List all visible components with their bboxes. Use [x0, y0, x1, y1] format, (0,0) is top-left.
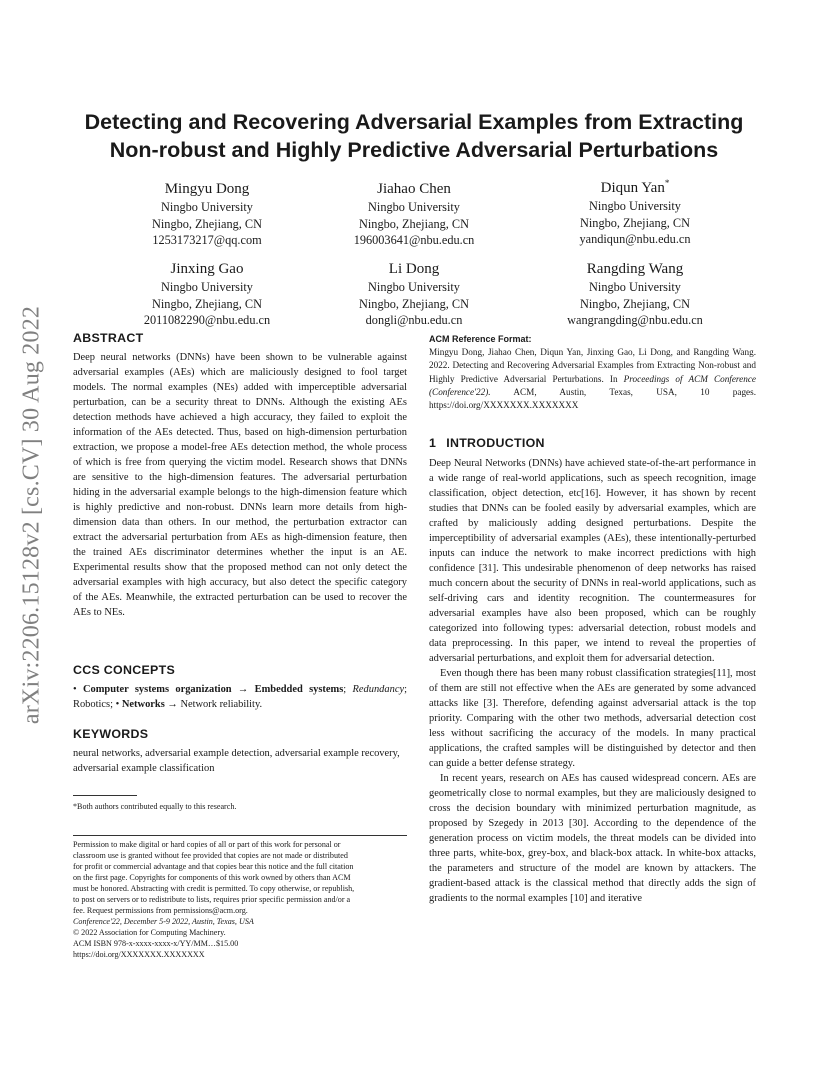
author-location: Ningbo, Zhejiang, CN [580, 215, 690, 230]
author-block [97, 173, 317, 249]
permission-line: fee. Request permissions from permissions@acm.org. [73, 906, 248, 916]
permission-line: must be honored. Abstracting with credit is permitted. To copy otherwise, or republish, [73, 884, 355, 894]
author-email[interactable]: wangrangding@nbu.edu.cn [567, 313, 703, 327]
footnote-divider [73, 795, 137, 796]
acm-reference-heading: ACM Reference Format: [429, 334, 532, 344]
author-email[interactable]: 196003641@nbu.edu.cn [353, 233, 475, 247]
section-number: 1 [429, 436, 437, 450]
author-name: Li Dong [388, 261, 440, 277]
author-block [97, 253, 317, 329]
keywords-heading: KEYWORDS [73, 727, 149, 741]
title-line-2: Non-robust and Highly Predictive Adversarial Perturbations [109, 138, 719, 162]
arxiv-id-text: arXiv:2206.15128v2 [cs.CV] 30 Aug 2022 [18, 305, 45, 725]
author-location: Ningbo, Zhejiang, CN [152, 216, 262, 231]
author-name: Jinxing Gao [170, 261, 244, 277]
keywords-section [73, 727, 407, 776]
conference-info: Conference'22, December 5-9 2022, Austin, Texas, USA [73, 917, 254, 927]
acm-reference-text: Mingyu Dong, Jiahao Chen, Diqun Yan, Jinxing Gao, Li Dong, and Rangding Wang. 2022. Detecting and Recovering Adversarial Examples from Extracting Non-robust and Highly Predictive Adversarial Perturbations. In Proceedings of ACM Conference (Conference'22). ACM, Austin, Texas, USA, 10 pages. https://doi.org/XXXXXXX.XXXXXXX [429, 347, 756, 411]
author-affiliation: Ningbo University [161, 200, 253, 214]
author-block [304, 253, 524, 329]
author-location: Ningbo, Zhejiang, CN [359, 296, 469, 311]
author-name: Jiahao Chen [377, 181, 451, 197]
author-email[interactable]: dongli@nbu.edu.cn [365, 313, 463, 327]
keywords-text: neural networks, adversarial example detection, adversarial example recovery, adversarial example classification [73, 748, 400, 774]
author-location: Ningbo, Zhejiang, CN [152, 296, 262, 311]
intro-paragraph: Even though there has been many robust classification strategies[11], most of them are still not effective when the AEs are generated by some advanced attacks like [3]. Therefore, defending against adversarial attack is the top priority. Comparing with the other two methods, adversarial detection cost less without sacrificing the accuracy of the models. In many practical applications, the crafted samples will be distinguished by detector and then can guide a better defense strategy. [429, 668, 756, 769]
author-name: Rangding Wang [586, 261, 684, 277]
permission-notice [73, 839, 407, 961]
author-location: Ningbo, Zhejiang, CN [359, 216, 469, 231]
doi-link[interactable]: https://doi.org/XXXXXXX.XXXXXXX [73, 950, 205, 960]
author-email[interactable]: yandiqun@nbu.edu.cn [579, 232, 691, 246]
abstract-section [73, 331, 407, 620]
abstract-text: Deep neural networks (DNNs) have been shown to be vulnerable against adversarial examples (AEs) which are maliciously designed to fool target models. The normal examples (NEs) added with imperceptible adversarial perturbation, can be a security threat to DNNs. Although the existing AEs detection methods have achieved a high accuracy, they failed to exploit the information of the AEs detected. Thus, based on high-dimension perturbation extraction, we propose a model-free AEs detection method, the whole process of which is free from querying the victim model. Research shows that DNNs are sensitive to the high-dimension features. The adversarial perturbation hiding in the adversarial example belongs to the high-dimension feature which is highly predictive and non-robust. DNNs learn more details from high-dimension data than others. In our method, the perturbation extractor can extract the adversarial perturbation from AEs as high-dimension feature, then the trained AEs discriminator determines whether the input is an AE. Experimental results show that the proposed method can not only detect the adversarial examples with high accuracy, but also detect the specific category of the AEs. Meanwhile, the extracted perturbation can be used to recover the AEs to NEs. [73, 352, 407, 618]
author-email[interactable]: 1253173217@qq.com [152, 233, 262, 247]
permission-line: on the first page. Copyrights for components of this work owned by others than ACM [73, 873, 351, 883]
paper-title [60, 108, 768, 164]
author-affiliation: Ningbo University [368, 200, 460, 214]
author-email[interactable]: 2011082290@nbu.edu.cn [143, 313, 271, 327]
permission-line: to post on servers or to redistribute to lists, requires prior specific permission and/or a [73, 895, 351, 905]
title-line-1: Detecting and Recovering Adversarial Examples from Extracting [84, 110, 744, 134]
author-block [304, 173, 524, 249]
ccs-text: • Computer systems organization → Embedded systems; Redundancy; Robotics; • Networks → Network reliability. [73, 684, 407, 710]
isbn-line: ACM ISBN 978-x-xxxx-xxxx-x/YY/MM…$15.00 [73, 939, 239, 949]
corresponding-author-mark: * [664, 178, 670, 188]
author-affiliation: Ningbo University [589, 199, 681, 213]
author-affiliation: Ningbo University [589, 280, 681, 294]
author-location: Ningbo, Zhejiang, CN [580, 296, 690, 311]
introduction-heading: 1 INTRODUCTION [429, 436, 545, 450]
copyright-line: © 2022 Association for Computing Machinery. [73, 928, 226, 938]
intro-paragraph: Deep Neural Networks (DNNs) have achieved state-of-the-art performance in a wide range of real-world applications, such as speech recognition, image classification, object detection, etc[16]. However, it has shown by recent studies that DNNs can be fooled easily by adversarial examples, which are crafted by maliciously adding designed perturbations. Despite the imperceptibility of adversarial examples (AEs), these intentionally-perturbed inputs can induce the network to make incorrect predictions with high confidence [31]. This undesirable phenomenon of deep networks has raised much concern about the security of DNNs in real-world applications, such as self-driving cars and identity recognition. The countermeasures for adversarial examples have also been proposed, which can be roughly categorized into following types: adversarial detection, robust models and data preprocessing. In this paper, we intend to reveal the properties of adversarial perturbations, and exploit them for adversarial detection. [429, 458, 756, 664]
permission-line: classroom use is granted without fee provided that copies are not made or distributed [73, 851, 348, 861]
author-name: Diqun Yan* [600, 178, 670, 196]
author-affiliation: Ningbo University [161, 280, 253, 294]
ccs-section [73, 663, 407, 712]
introduction-section [429, 436, 756, 906]
abstract-heading: ABSTRACT [73, 331, 144, 345]
author-block [525, 173, 745, 248]
permission-line: for profit or commercial advantage and that copies bear this notice and the full citation [73, 862, 354, 872]
intro-paragraph: In recent years, research on AEs has caused widespread concern. AEs are geometrically close to normal examples, but they are maliciously designed to cross the decision boundary with minimized perturbation magnitude, as proposed by Szegedy in 2013 [30]. According to the dependence of the generation process on victim models, the threat models can be divided into three parts, white-box, grey-box, and black-box attack. In white-box attacks, the parameters and structure of the model are known by attackers. The gradient-based attack is the classical method that directly adds the sign of gradients to the normal examples [10] and iterative [429, 773, 756, 904]
author-name: Mingyu Dong [164, 181, 250, 197]
permission-line: Permission to make digital or hard copies of all or part of this work for personal or [73, 840, 341, 849]
ccs-heading: CCS CONCEPTS [73, 663, 176, 677]
author-footnote: *Both authors contributed equally to this research. [73, 802, 237, 811]
arxiv-identifier[interactable] [14, 270, 50, 760]
author-affiliation: Ningbo University [368, 280, 460, 294]
author-block [525, 253, 745, 329]
acm-reference-section [429, 333, 756, 412]
permission-divider [73, 835, 407, 836]
